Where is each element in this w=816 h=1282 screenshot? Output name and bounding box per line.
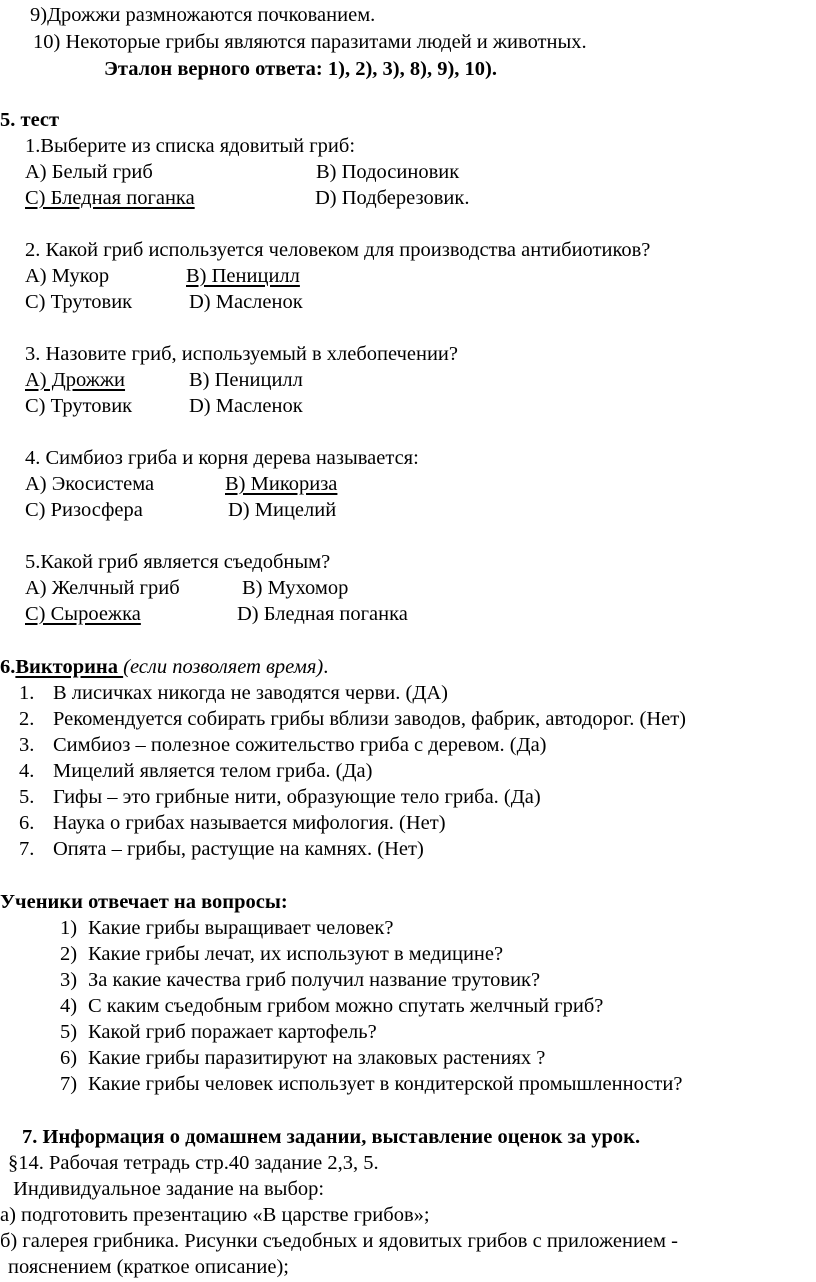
option-d: D) Бледная поганка [237, 603, 408, 625]
statement-10: 10) Некоторые грибы являются паразитами людей и животных. [33, 31, 587, 53]
question-text: 2. Какой гриб используется человеком для производства антибиотиков? [25, 239, 651, 261]
question-text: 3. Назовите гриб, используемый в хлебопечении? [25, 343, 459, 365]
quiz-dot: . [323, 656, 329, 678]
test-heading: 5. тест [0, 109, 60, 131]
quiz-number: 6. [0, 656, 16, 678]
option-a: А) Белый гриб [25, 161, 153, 183]
list-item: 1) Какие грибы выращивает человек? [60, 917, 394, 939]
list-item: 6. Наука о грибах называется мифология. (Нет) [19, 812, 446, 834]
list-item: 3) За какие качества гриб получил название трутовик? [60, 969, 541, 991]
quiz-heading [0, 654, 328, 680]
option-c: С) Трутовик [25, 395, 133, 417]
quiz-note: (если позволяет время) [123, 656, 324, 678]
homework-line: §14. Рабочая тетрадь стр.40 задание 2,3, 5. [8, 1152, 379, 1174]
list-item: 3. Симбиоз – полезное сожительство гриба с деревом. (Да) [19, 734, 547, 756]
list-item: 5) Какой гриб поражает картофель? [60, 1021, 377, 1043]
option-b: В) Пеницилл [189, 369, 303, 391]
option-a: А) Мукор [25, 265, 110, 287]
list-item: 7) Какие грибы человек использует в кондитерской промышленности? [60, 1073, 683, 1095]
option-b-correct: В) Пеницилл [186, 265, 300, 287]
students-heading: Ученики отвечает на вопросы: [0, 891, 288, 913]
list-item: 2) Какие грибы лечат, их используют в медицине? [60, 943, 504, 965]
option-b: В) Подосиновик [316, 161, 460, 183]
option-d: D) Мицелий [228, 499, 337, 521]
question-text: 4. Симбиоз гриба и корня дерева называется: [25, 447, 419, 469]
option-a-correct: А) Дрожжи [25, 369, 126, 391]
option-c: С) Ризосфера [25, 499, 143, 521]
list-item: 2. Рекомендуется собирать грибы вблизи заводов, фабрик, автодорог. (Нет) [19, 708, 687, 730]
option-d: D) Подберезовик. [315, 187, 470, 209]
option-c: С) Трутовик [25, 291, 133, 313]
quiz-title: Викторина [15, 656, 118, 678]
homework-heading: 7. Информация о домашнем задании, выставление оценок за урок. [22, 1126, 641, 1148]
list-item: 4) С каким съедобным грибом можно спутать желчный гриб? [60, 995, 604, 1017]
option-d: D) Масленок [189, 291, 303, 313]
statement-9: 9)Дрожжи размножаются почкованием. [30, 4, 376, 26]
option-b-correct: В) Микориза [225, 473, 338, 495]
list-item: 5. Гифы – это грибные нити, образующие тело гриба. (Да) [19, 786, 541, 808]
homework-line: Индивидуальное задание на выбор: [8, 1178, 325, 1200]
list-item: 7. Опята – грибы, растущие на камнях. (Нет) [19, 838, 424, 860]
homework-line: б) галерея грибника. Рисунки съедобных и ядовитых грибов с приложением - [0, 1230, 678, 1252]
homework-line: пояснением (краткое описание); [8, 1256, 289, 1278]
option-a: А) Желчный гриб [25, 577, 180, 599]
question-text: 5.Какой гриб является съедобным? [25, 551, 331, 573]
option-b: В) Мухомор [242, 577, 349, 599]
option-c-correct: С) Бледная поганка [25, 187, 195, 209]
list-item: 6) Какие грибы паразитируют на злаковых растениях ? [60, 1047, 546, 1069]
answer-key: Эталон верного ответа: 1), 2), 3), 8), 9), 10). [104, 58, 497, 80]
option-a: А) Экосистема [25, 473, 155, 495]
option-c-correct: С) Сыроежка [25, 603, 141, 625]
question-text: 1.Выберите из списка ядовитый гриб: [25, 135, 356, 157]
option-d: D) Масленок [189, 395, 303, 417]
list-item: 4. Мицелий является телом гриба. (Да) [19, 760, 373, 782]
list-item: 1. В лисичках никогда не заводятся черви. (ДА) [19, 682, 448, 704]
homework-line: а) подготовить презентацию «В царстве грибов»; [0, 1204, 430, 1226]
